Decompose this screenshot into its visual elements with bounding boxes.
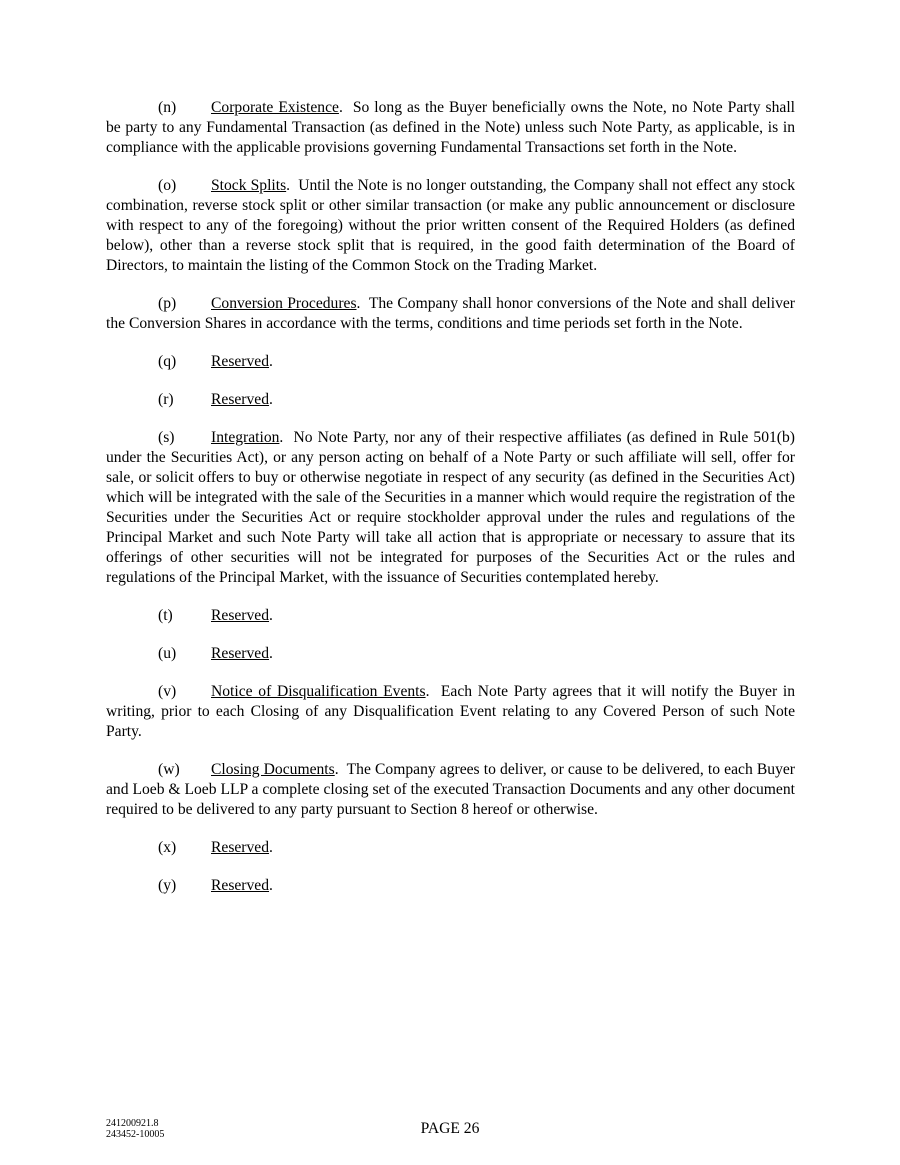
document-body [106, 98, 795, 914]
section-title: Conversion Procedures [211, 295, 357, 312]
section-text: So long as the Buyer beneficially owns the Note, no Note Party shall be party to any Fundamental Transaction (as defined in the Note) unless such Note Party, as applicable, is in compliance with the applicable provisions governing Fundamental Transactions set forth in the Note. [106, 99, 795, 156]
section-text: The Company agrees to deliver, or cause to be delivered, to each Buyer and Loeb & Loeb LLP a complete closing set of the executed Transaction Documents and any other document required to be delivered to any party pursuant to Section 8 hereof or otherwise. [106, 761, 795, 818]
section-p: (p) Conversion Procedures. The Company shall honor conversions of the Note and shall deliver the Conversion Shares in accordance with the terms, conditions and time periods set forth in the Note. [106, 295, 795, 332]
section-number: (s) [158, 429, 175, 446]
section-number: (u) [158, 645, 177, 662]
section-text: The Company shall honor conversions of the Note and shall deliver the Conversion Shares in accordance with the terms, conditions and time periods set forth in the Note. [106, 295, 795, 332]
section-text: Until the Note is no longer outstanding, the Company shall not effect any stock combination, reverse stock split or other similar transaction (or make any public announcement or disclosure with respect to any of the foregoing) without the prior written consent of the Required Holders (as defined below), other than a reverse stock split that is required, in the good faith determination of the Board of Directors, to maintain the listing of the Common Stock on the Trading Market. [106, 177, 795, 274]
section-title: Notice of Disqualification Events [211, 683, 426, 700]
section-v: (v) Notice of Disqualification Events. Each Note Party agrees that it will notify the Buyer in writing, prior to each Closing of any Disqualification Event relating to any Covered Person of such Note Party. [106, 683, 795, 740]
section-q: (q) Reserved. [158, 353, 273, 370]
section-y: (y) Reserved. [158, 877, 273, 894]
section-number: (x) [158, 839, 177, 856]
section-w: (w) Closing Documents. The Company agrees to deliver, or cause to be delivered, to each Buyer and Loeb & Loeb LLP a complete closing set of the executed Transaction Documents and any other document required to be delivered to any party pursuant to Section 8 hereof or otherwise. [106, 761, 795, 818]
section-number: (t) [158, 607, 173, 624]
section-u: (u) Reserved. [158, 645, 273, 662]
section-title: Reserved [211, 645, 270, 662]
section-number: (p) [158, 295, 177, 312]
section-t: (t) Reserved. [158, 607, 273, 624]
section-number: (w) [158, 761, 180, 778]
section-title: Corporate Existence [211, 99, 339, 116]
section-number: (r) [158, 391, 174, 408]
section-x: (x) Reserved. [158, 839, 273, 856]
section-number: (n) [158, 99, 177, 116]
doc-id-line-1: 241200921.8 [106, 1118, 159, 1129]
section-title: Reserved [211, 391, 270, 408]
section-n: (n) Corporate Existence. So long as the Buyer beneficially owns the Note, no Note Party shall be party to any Fundamental Transaction (as defined in the Note) unless such Note Party, as applicable, is in compliance with the applicable provisions governing Fundamental Transactions set forth in the Note. [106, 99, 795, 156]
section-number: (y) [158, 877, 177, 894]
section-number: (v) [158, 683, 177, 700]
section-title: Reserved [211, 839, 270, 856]
section-title: Stock Splits [211, 177, 287, 194]
section-number: (o) [158, 177, 177, 194]
section-title: Reserved [211, 877, 270, 894]
section-title: Integration [211, 429, 280, 446]
page-number: PAGE 26 [420, 1120, 480, 1137]
section-s: (s) Integration. No Note Party, nor any of their respective affiliates (as defined in Rule 501(b) under the Securities Act), or any person acting on behalf of a Note Party or such affiliate will sell, offer for sale, or solicit offers to buy or otherwise negotiate in respect of any security (as defined in the Securities Act) which will be integrated with the sale of the Securities in a manner which would require the registration of the Securities under the Securities Act or require stockholder approval under the rules and regulations of the Principal Market and such Note Party will take all action that is appropriate or necessary to assure that its offerings of other securities will not be integrated for purposes of the Securities Act or the rules and regulations of the Principal Market, with the issuance of Securities contemplated hereby. [106, 429, 795, 586]
section-o: (o) Stock Splits. Until the Note is no longer outstanding, the Company shall not effect any stock combination, reverse stock split or other similar transaction (or make any public announcement or disclosure with respect to any of the foregoing) without the prior written consent of the Required Holders (as defined below), other than a reverse stock split that is required, in the good faith determination of the Board of Directors, to maintain the listing of the Common Stock on the Trading Market. [106, 177, 795, 274]
section-title: Reserved [211, 353, 270, 370]
section-title: Closing Documents [211, 761, 335, 778]
doc-id-line-2: 243452-10005 [106, 1129, 165, 1140]
section-text: No Note Party, nor any of their respective affiliates (as defined in Rule 501(b) under the Securities Act), or any person acting on behalf of a Note Party or such affiliate will sell, offer for sale, or solicit offers to buy or otherwise negotiate in respect of any security (as defined in the Securities Act) which will be integrated with the sale of the Securities in a manner which would require the registration of the Securities under the Securities Act or require stockholder approval under the rules and regulations of the Principal Market and such Note Party will take all action that is appropriate or necessary to assure that its offerings of other securities will not be integrated for purposes of the Securities Act or the rules and regulations of the Principal Market, with the issuance of Securities contemplated hereby. [106, 429, 795, 586]
section-text: Each Note Party agrees that it will notify the Buyer in writing, prior to each Closing of any Disqualification Event relating to any Covered Person of such Note Party. [106, 683, 795, 740]
section-title: Reserved [211, 607, 270, 624]
section-r: (r) Reserved. [158, 391, 273, 408]
section-number: (q) [158, 353, 177, 370]
